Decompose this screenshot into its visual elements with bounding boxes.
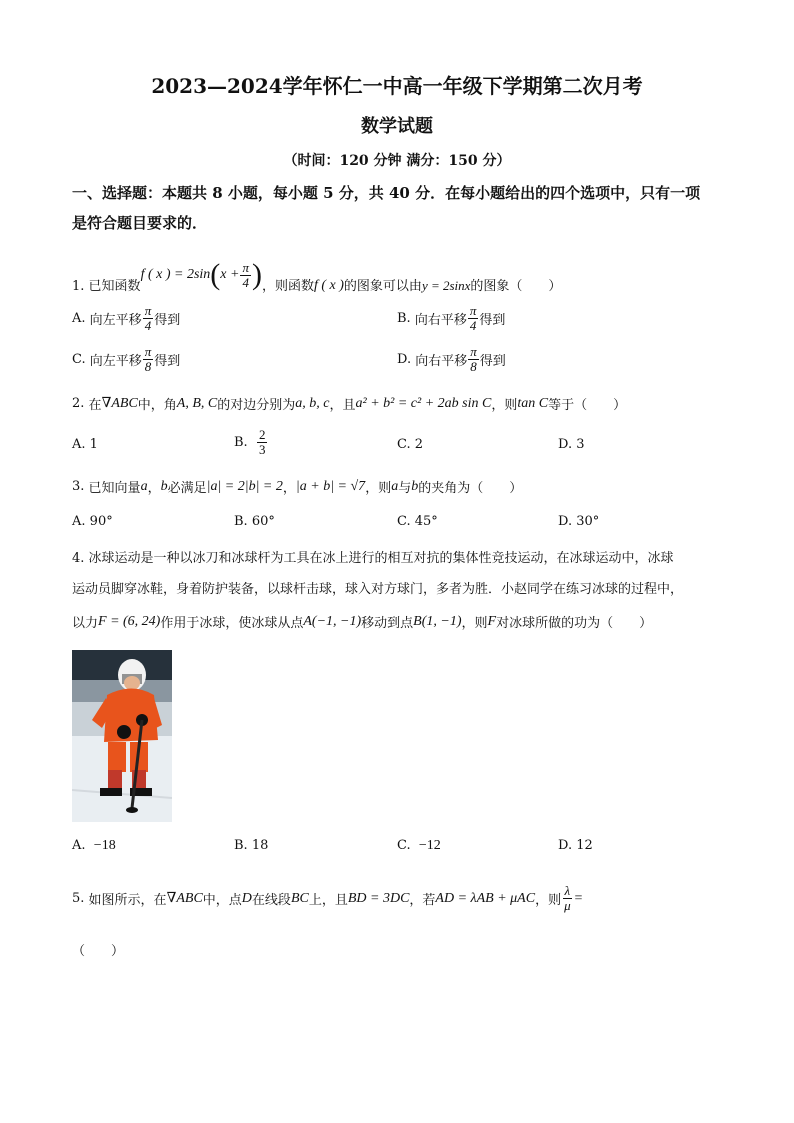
question-text: 等于（ ） — [548, 398, 627, 413]
math-expression: F — [487, 613, 497, 629]
question-number: 5. — [72, 891, 85, 906]
vector-a: a — [140, 478, 148, 494]
math-expression: ∇ABC — [101, 396, 138, 411]
page-title: 2023—2024学年怀仁一中高一年级下学期第二次月考 — [151, 74, 643, 98]
option-4d[interactable] — [558, 838, 593, 853]
option-2d[interactable] — [558, 437, 585, 452]
option-text: 向右平移 — [415, 354, 468, 369]
question-1 — [72, 250, 561, 294]
option-3a[interactable] — [72, 514, 113, 529]
fraction-numerator: π — [144, 303, 152, 318]
option-text: 得到 — [479, 354, 506, 369]
question-text: 必满足 — [167, 481, 207, 496]
fraction — [257, 428, 268, 457]
option-letter: D. — [397, 352, 412, 367]
option-4a[interactable] — [72, 838, 116, 854]
math-expression: tan C — [517, 395, 549, 411]
math-expression: x + — [220, 267, 240, 282]
option-text: 得到 — [154, 313, 181, 328]
question-text: 对冰球所做的功为（ ） — [496, 616, 653, 631]
question-text: ， — [147, 481, 161, 496]
equals-sign: = — [573, 890, 584, 906]
fraction — [143, 304, 154, 333]
math-expression: F = (6, 24) — [98, 613, 161, 629]
question-text: ，则 — [491, 398, 518, 413]
fraction — [468, 345, 479, 374]
math-expression: BD = 3DC — [347, 890, 410, 906]
option-letter: A. — [72, 838, 86, 853]
question-text: 的图象可以由 — [343, 279, 422, 294]
option-letter: C. — [397, 437, 411, 452]
math-expression: ∇ABC — [166, 891, 203, 906]
fraction-numerator: π — [469, 303, 477, 318]
question-number: 2. — [72, 396, 85, 411]
question-text: 中，角 — [137, 398, 177, 413]
option-value: 1 — [89, 437, 98, 452]
fraction — [562, 884, 573, 913]
option-4c[interactable] — [397, 838, 441, 854]
option-3b[interactable] — [234, 514, 275, 529]
math-expression: a, b, c — [295, 395, 330, 411]
question-text: ，且 — [329, 398, 356, 413]
option-text: 向左平移 — [89, 354, 142, 369]
question-text: 的夹角为（ ） — [418, 481, 523, 496]
option-text: 向左平移 — [89, 313, 142, 328]
option-text: 得到 — [154, 354, 181, 369]
option-value: 2 — [414, 437, 424, 452]
function-definition — [141, 260, 262, 290]
question-text: 如图所示，在 — [88, 893, 167, 908]
option-letter: C. — [397, 514, 411, 529]
option-3d[interactable] — [558, 514, 599, 529]
question-4-line3 — [72, 612, 652, 631]
option-2a[interactable] — [72, 437, 98, 452]
question-5 — [72, 884, 583, 913]
option-2c[interactable] — [397, 437, 423, 452]
question-text: 的对边分别为 — [217, 398, 296, 413]
option-value: 3 — [576, 437, 585, 452]
right-paren: ) — [251, 258, 262, 291]
option-1b[interactable] — [397, 304, 505, 333]
option-4b[interactable] — [234, 838, 268, 853]
option-letter: B. — [234, 514, 248, 529]
vector-b: b — [160, 478, 168, 494]
math-expression: a² + b² = c² + 2ab sin C — [355, 395, 492, 411]
question-text: ，则 — [365, 481, 392, 496]
question-text: 在 — [88, 398, 102, 413]
question-text: 以力 — [72, 616, 99, 631]
math-expression: f ( x ) — [313, 278, 344, 293]
question-text: 作用于冰球，使冰球从点 — [160, 616, 304, 631]
fraction-denominator: 4 — [144, 318, 152, 333]
option-letter: A. — [72, 514, 86, 529]
option-value: 45° — [414, 514, 438, 529]
option-letter: A. — [72, 437, 86, 452]
option-letter: B. — [234, 838, 248, 853]
option-value: 60° — [251, 514, 275, 529]
math-expression: f ( x ) = 2sin — [140, 267, 211, 282]
subject-title: 数学试题 — [361, 116, 433, 137]
option-letter: A. — [72, 311, 86, 326]
option-letter: C. — [72, 352, 86, 367]
option-value: 18 — [251, 838, 269, 853]
option-letter: B. — [397, 311, 411, 326]
fraction — [468, 304, 479, 333]
question-3 — [72, 477, 522, 496]
question-text: 在线段 — [251, 893, 291, 908]
section-heading-line1: 一、选择题：本题共 8 小题，每小题 5 分，共 40 分．在每小题给出的四个选项中，只有一项 — [72, 184, 701, 202]
option-value: 12 — [576, 838, 593, 853]
question-number: 1. — [72, 279, 85, 294]
math-expression: y = 2sinx — [421, 278, 471, 293]
option-2b[interactable] — [234, 428, 268, 457]
hockey-player-illustration — [72, 650, 172, 822]
question-text: 上，且 — [308, 893, 348, 908]
option-letter: C. — [397, 838, 411, 853]
question-number: 3. — [72, 479, 85, 494]
question-text: ， — [282, 481, 296, 496]
question-text: 已知向量 — [88, 481, 141, 496]
exam-meta: （时间：120 分钟 满分：150 分） — [283, 153, 511, 169]
fraction-numerator: π — [242, 259, 249, 275]
option-1a[interactable] — [72, 304, 180, 333]
fraction-denominator: 3 — [258, 442, 266, 457]
math-expression: |a| = 2|b| = 2 — [206, 478, 283, 494]
vector-b: b — [411, 478, 419, 494]
answer-parentheses: （ ） — [72, 944, 125, 959]
option-text: 得到 — [479, 313, 506, 328]
vector-equation: AD = λAB + μAC — [435, 890, 536, 906]
question-text: 的图象（ ） — [470, 279, 562, 294]
option-3c[interactable] — [397, 514, 438, 529]
fraction — [143, 345, 154, 374]
option-text: 向右平移 — [414, 313, 467, 328]
question-4-line2: 运动员脚穿冰鞋，身着防护装备，以球杆击球，球入对方球门，多者为胜．小赵同学在练习冰球的过程中， — [72, 582, 684, 597]
question-text: 与 — [398, 481, 412, 496]
section-heading-line2: 是符合题目要求的． — [72, 214, 208, 232]
fraction-denominator: μ — [564, 898, 571, 913]
math-expression: A, B, C — [176, 395, 218, 411]
math-expression: |a + b| = √7 — [295, 478, 366, 494]
fraction-denominator: 8 — [144, 359, 152, 374]
question-text: ，则函数 — [261, 279, 314, 294]
fraction — [240, 261, 251, 290]
question-text: 已知函数 — [88, 279, 141, 294]
option-letter: B. — [234, 435, 248, 450]
fraction-numerator: π — [470, 344, 477, 359]
fraction-numerator: λ — [564, 883, 571, 898]
question-text: 中，点 — [202, 893, 242, 908]
question-4-line1: 4. 冰球运动是一种以冰刀和冰球杆为工具在冰上进行的相互对抗的集体性竞技运动，在冰球运动中，冰球 — [72, 551, 674, 566]
fraction-denominator: 4 — [469, 318, 477, 333]
option-value: −12 — [418, 838, 441, 853]
option-1d[interactable] — [397, 345, 506, 374]
hockey-player-photo — [72, 650, 172, 822]
question-text: ，则 — [461, 616, 488, 631]
math-expression: A(−1, −1) — [303, 613, 362, 629]
question-text: 移动到点 — [361, 616, 414, 631]
math-expression: D — [241, 890, 252, 906]
option-value: 90° — [89, 514, 113, 529]
fraction-numerator: 2 — [258, 427, 266, 442]
fraction-denominator: 8 — [470, 359, 477, 374]
option-value: 30° — [576, 514, 600, 529]
question-2 — [72, 394, 626, 413]
option-value: −18 — [93, 838, 116, 853]
left-paren: ( — [210, 258, 221, 291]
option-1c[interactable] — [72, 345, 180, 374]
vector-a: a — [391, 478, 399, 494]
fraction-numerator: π — [144, 344, 152, 359]
question-text: ，则 — [535, 893, 562, 908]
math-expression: B(1, −1) — [413, 613, 462, 629]
math-expression: BC — [290, 890, 309, 906]
option-letter: D. — [558, 838, 573, 853]
fraction-denominator: 4 — [242, 274, 249, 290]
option-letter: D. — [558, 437, 573, 452]
question-text: ，若 — [409, 893, 436, 908]
option-letter: D. — [558, 514, 573, 529]
